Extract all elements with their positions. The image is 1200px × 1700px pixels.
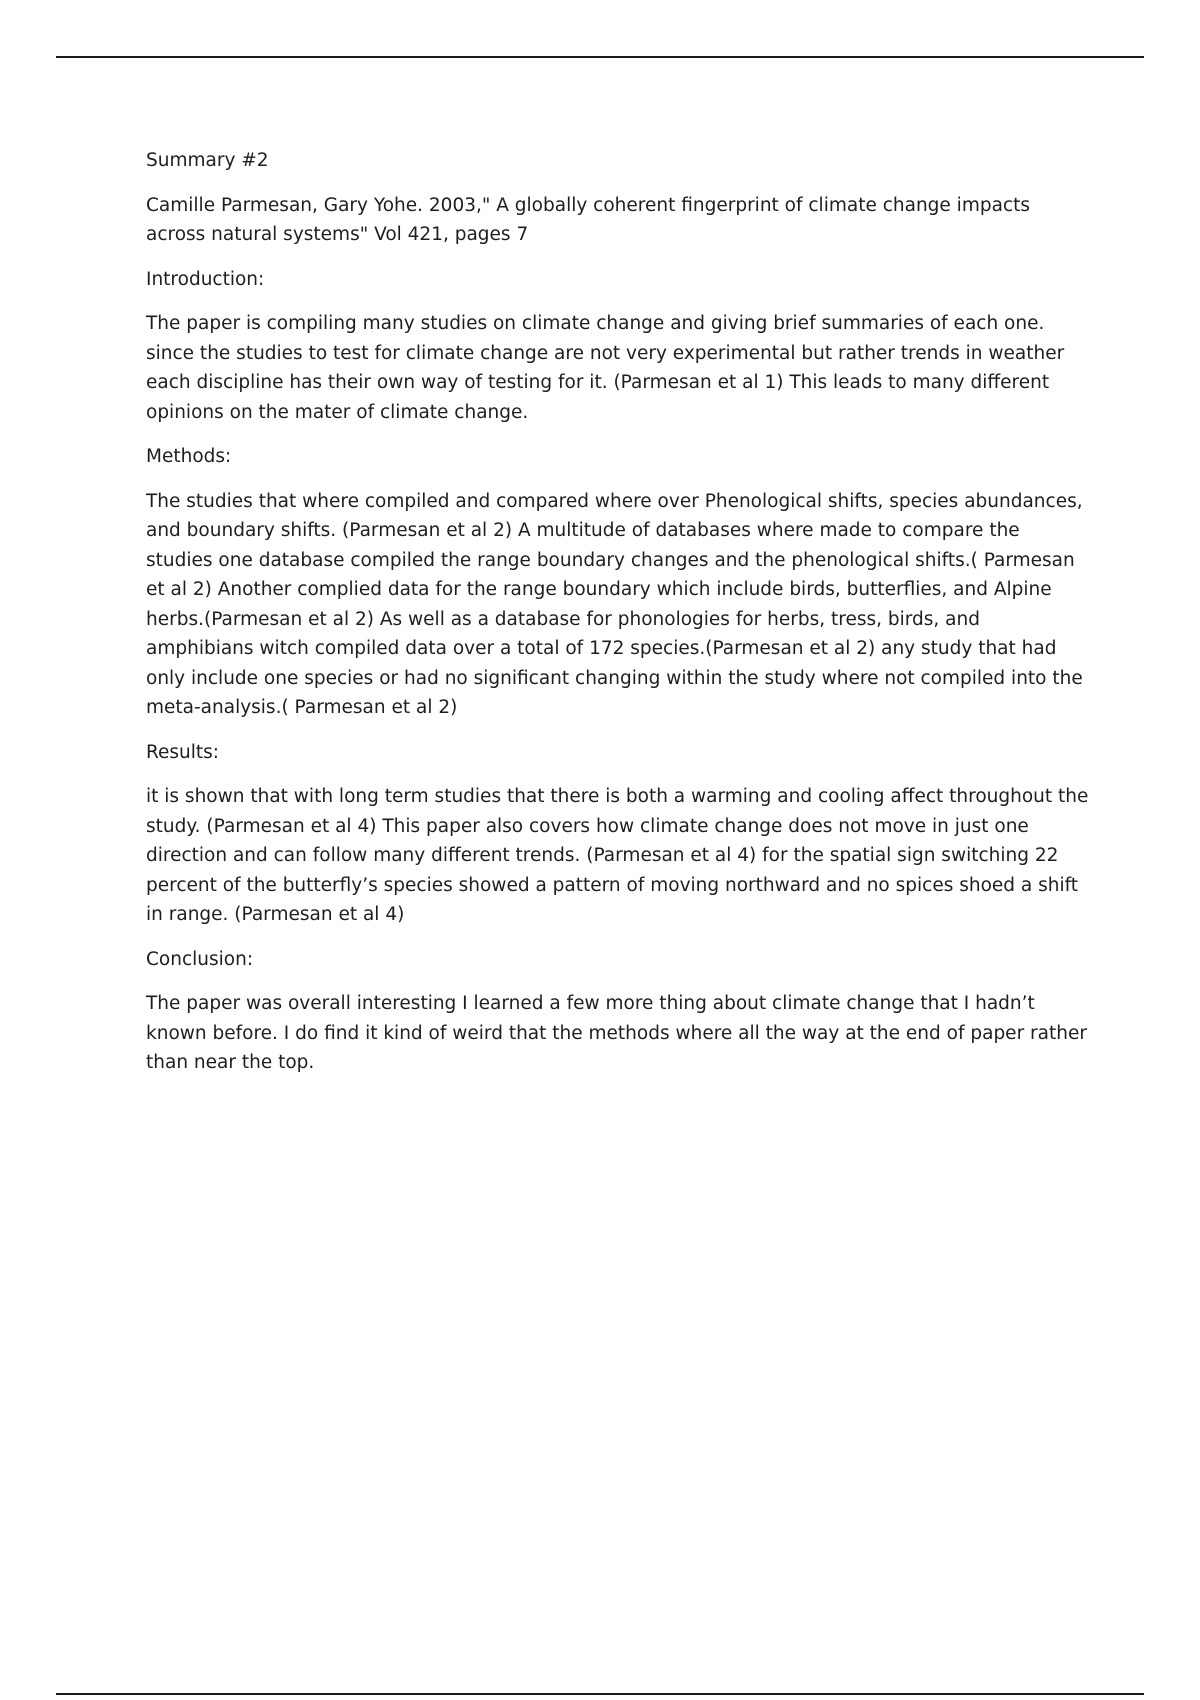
introduction-heading: Introduction: bbox=[146, 268, 265, 290]
conclusion-paragraph: The paper was overall interesting I learned a few more thing about climate change that I hadn’t known before. I do find it kind of weird that the methods where all the way at the end of paper rather than near the top. bbox=[146, 993, 1087, 1073]
document-body bbox=[146, 146, 1092, 1093]
footer-rule bbox=[56, 1693, 1144, 1695]
methods-heading: Methods: bbox=[146, 446, 232, 467]
document-title: Summary #2 bbox=[146, 150, 269, 171]
results-paragraph: it is shown that with long term studies that there is both a warming and cooling affect throughout the study. (Parmesan et al 4) This paper also covers how climate change does not move in just one direction and can follow many different trends. (Parmesan et al 4) for the spatial sign switching 22 percent of the butterfly’s species showed a pattern of moving northward and no spices shoed a shift in range. (Parmesan et al 4) bbox=[146, 786, 1089, 925]
header-rule bbox=[56, 56, 1144, 58]
methods-paragraph: The studies that where compiled and compared where over Phenological shifts, species abundances, and boundary shifts. (Parmesan et al 2) A multitude of databases where made to compare the studies one database compiled the range boundary changes and the phenological shifts.( Parmesan et al 2) Another complied data for the range boundary which include birds, butterflies, and Alpine herbs.(Parmesan et al 2) As well as a database for phonologies for herbs, tress, birds, and amphibians witch compiled data over a total of 172 species.(Parmesan et al 2) any study that had only include one species or had no significant changing within the study where not compiled into the meta-analysis.( Parmesan et al 2) bbox=[146, 490, 1083, 718]
introduction-paragraph: The paper is compiling many studies on climate change and giving brief summaries of each one. since the studies to test for climate change are not very experimental but rather trends in weather each discipline has their own way of testing for it. (Parmesan et al 1) This leads to many different opinions on the mater of climate change. bbox=[146, 313, 1065, 423]
conclusion-heading: Conclusion: bbox=[146, 948, 254, 970]
citation: Camille Parmesan, Gary Yohe. 2003," A globally coherent fingerprint of climate change impacts across natural systems" Vol 421, pages 7 bbox=[146, 194, 1030, 245]
results-heading: Results: bbox=[146, 741, 220, 763]
